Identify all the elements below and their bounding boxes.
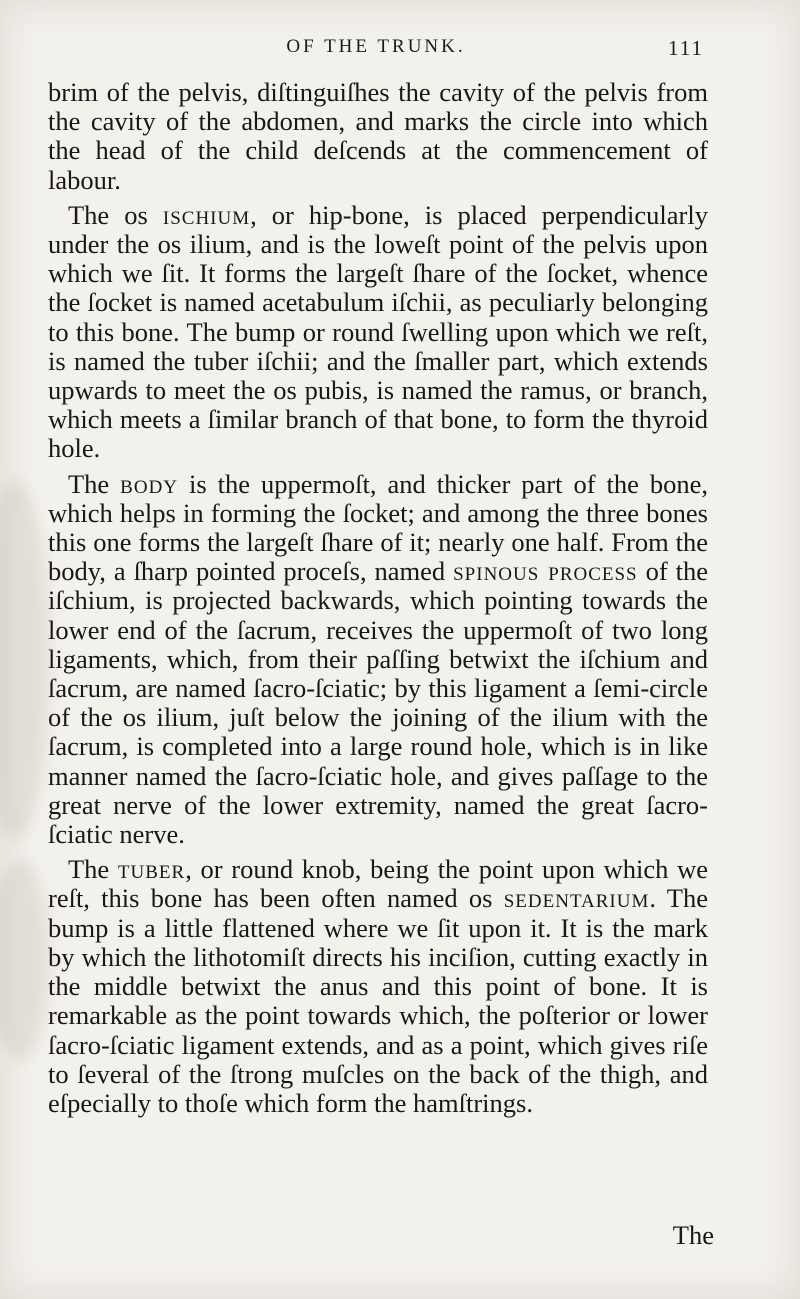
water-stain [0,480,50,840]
running-head: OF THE TRUNK. [286,36,466,57]
paragraph-ischium [48,201,708,464]
paragraph-text: of the iſchium, is projected backwards, which pointing towards the lower end of the ſacrum, receives the uppermoſt of two long ligaments, which, from their paſſing betwixt the iſchium and ſacrum, are named ſacro-ſciatic; by this ligament a ſemi-circle of the os ilium, juſt below the joining of the ilium with the ſacrum, is completed into a large round hole, which is in like manner named the ſacro-ſciatic hole, and gives paſſage to the great nerve of the lower extremity, named the great ſacro-ſciatic nerve. [48,556,708,850]
term-body: body [120,468,179,499]
term-tuber: tuber [117,854,186,885]
paragraph-text: is the uppermoſt, and thicker part of the bone, which helps in forming the ſocket; and among the three bones this one forms the largeſt ſhare of it; nearly one half. From the body, a ſharp pointed proceſs, named [48,468,708,587]
paragraph-tuber [48,855,708,1118]
paragraph-lead: The [68,854,118,885]
paragraph-continuation [48,78,708,195]
paragraph-lead: The os [68,199,163,230]
page-header [48,36,704,64]
body-text [48,78,708,1124]
catchword: The [672,1220,714,1250]
paragraph-lead: The [68,468,121,499]
water-stain [0,860,50,1060]
page-number: 111 [668,36,704,60]
paragraph-body [48,470,708,850]
term-ischium: ischium [162,199,251,230]
paragraph-text: , or hip-bone, is placed perpendicularly under the os ilium, and is the loweſt point of the pelvis upon which we ſit. It forms the largeſt ſhare of the ſocket, whence the ſocket is named acetabulum iſchii, as peculiarly belonging to this bone. The bump or round ſwelling upon which we reſt, is named the tuber iſchii; and the ſmaller part, which extends upwards to meet the os pubis, is named the ramus, or branch, which meets a ſimilar branch of that bone, to form the thyroid hole. [48,199,708,464]
term-spinous-process: spinous process [453,556,638,587]
term-sedentarium: sedentarium [503,883,650,914]
paragraph-text: . The bump is a little flattened where we ſit upon it. It is the mark by which the lithotomiſt directs his inciſion, cutting exactly in the middle betwixt the anus and this point of bone. It is remarkable as the point towards which, the poſterior or lower ſacro-ſciatic ligament extends, and as a point, which gives riſe to ſeveral of the ſtrong muſcles on the back of the thigh, and eſpecially to thoſe which form the hamſtrings. [48,883,708,1118]
paragraph-text: brim of the pelvis, diſtinguiſhes the cavity of the pelvis from the cavity of the abdomen, and marks the circle into which the head of the child deſcends at the commencement of labour. [48,77,708,195]
paragraph-text: , or round knob, being the point upon which we reſt, this bone has been often named os [48,854,708,914]
